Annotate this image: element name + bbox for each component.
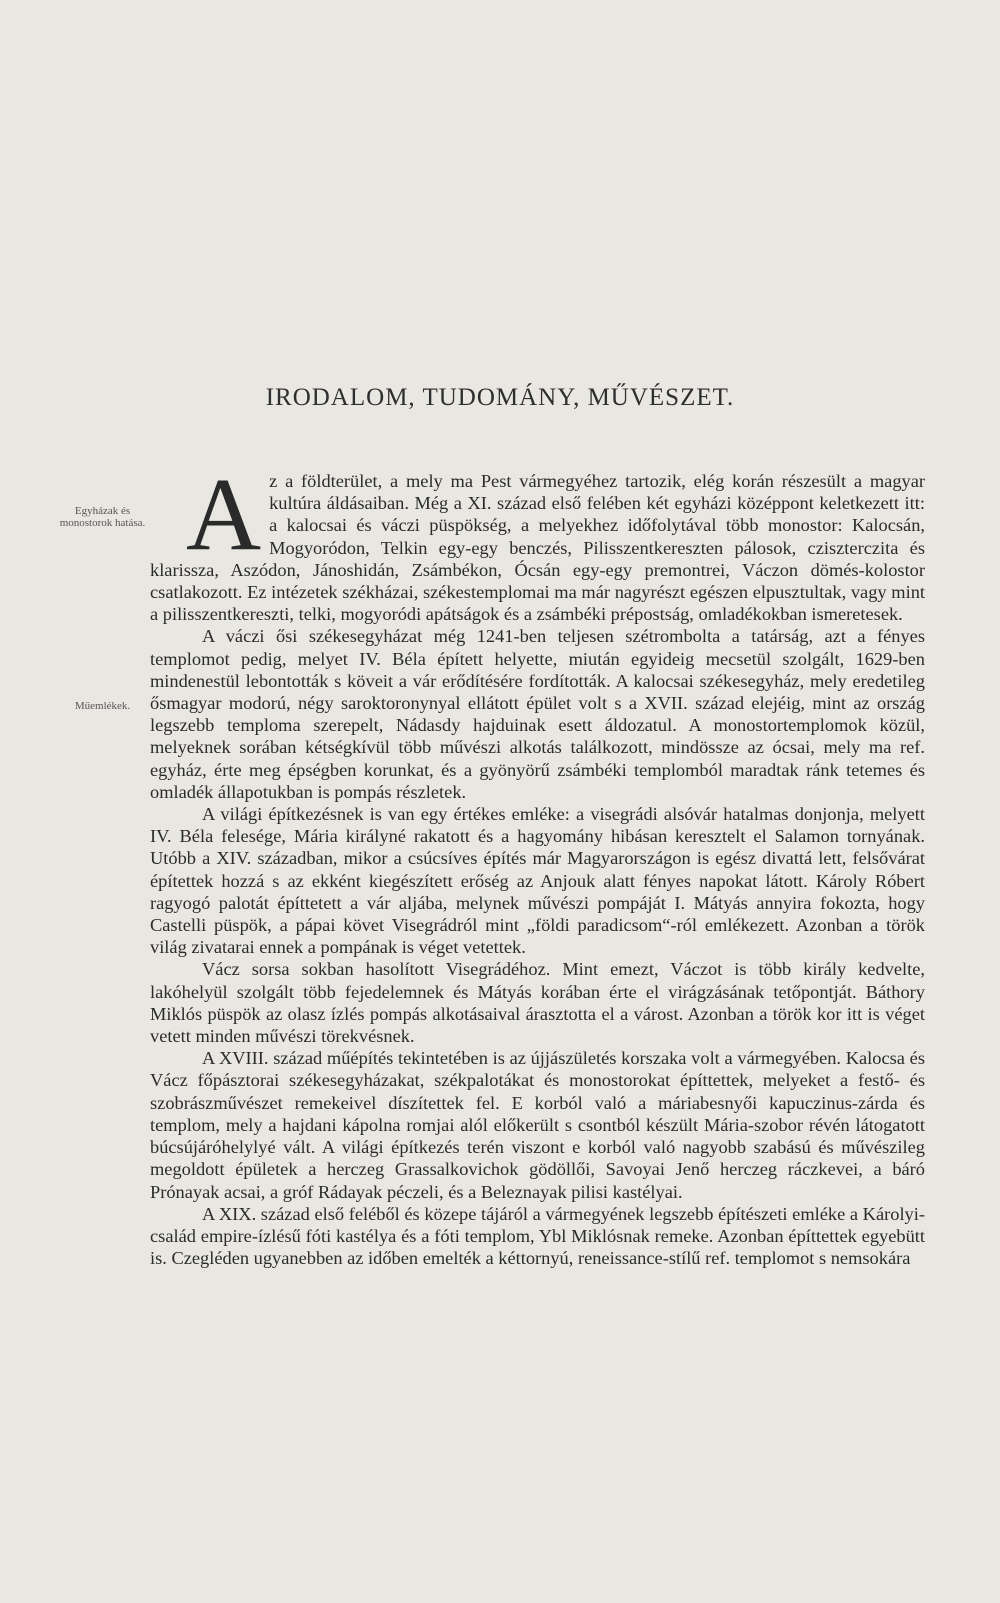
paragraph-3: A világi építkezésnek is van egy értékes emléke: a visegrádi alsóvár hatalmas donjonja, melyett IV. Béla felesége, Mária királyné rakatott és a hagyomány hibásan keresztelt el Salamon tornyának. Utóbb a XIV. században, mikor a csúcsíves építés már Magyarországon is egész divattá lett, felsővárat építettek hozzá s az ekként kiegészített erőség az Anjouk alatt fényes napokat látott. Károly Róbert ragyogó palotát építtetett a vár aljába, melynek művészi pompáját I. Mátyás annyira fokozta, hogy Castelli püspök, a pápai követ Visegrádról mint „földi paradicsom“-ról emlékezett. Azonban a török világ zivatarai ennek a pompának is véget vetettek. bbox=[150, 804, 925, 958]
paragraph-1 bbox=[150, 457, 925, 625]
paragraph-6: A XIX. század első feléből és közepe tájáról a vármegyének legszebb építészeti emléke a Károlyi-család empire-ízlésű fóti kastélya és a fóti templom, Ybl Miklósnak remeke. Azonban építtettek egyebütt is. Czegléden ugyanebben az időben emelték a kéttornyú, reneissance-stílű ref. templomot s nemsokára bbox=[150, 1203, 925, 1269]
margin-note-churches: Egyházak és monostorok hatása. bbox=[59, 505, 146, 529]
paragraph-4: Vácz sorsa sokban hasolított Visegrádéhoz. Mint emezt, Váczot is több király kedvelte, lakóhelyül szolgált több fejedelemnek és Mátyás korában érte el virágzásának tetőpontját. Báthory Miklós püspök az olasz ízlés pompás alkotásaival árasztotta el a várost. Azonban a török kor itt is véget vetett minden művészi törekvésnek. bbox=[150, 959, 925, 1047]
body-text bbox=[150, 457, 925, 1269]
drop-cap: A bbox=[186, 457, 262, 572]
margin-note-monuments: Műemlékek. bbox=[74, 700, 131, 712]
paragraph-1-text: z a földterület, a mely ma Pest vármegyéhez tartozik, elég korán részesült a magyar kultúra áldásaiban. Még a XI. század első felében két egyházi középpont keletkezett itt: a kalocsai és váczi püspökség, a melyekhez időfolytával több monostor: Kalocsán, Mogyoródon, Telkin egy-egy benczés, Pilisszentkereszten pálosok, cziszterczita és klarissza, Aszódon, Jánoshidán, Zsámbékon, Ócsán egy-egy premontrei, Váczon dömés-kolostor csatlakozott. Ez intézetek székházai, székestemplomai ma már nagyrészt egészen elpusztultak, vagy mint a pilisszentkereszti, telki, mogyoródi apátságok és a zsámbéki prépostság, omladékokban ismeretesek. bbox=[150, 471, 925, 625]
page-title: IRODALOM, TUDOMÁNY, MŰVÉSZET. bbox=[265, 384, 735, 411]
paragraph-5: A XVIII. század műépítés tekintetében is az újjászületés korszaka volt a vármegyében. Kalocsa és Vácz főpásztorai székesegyházakat, székpalotákat és monostorokat építtettek, melyeket a festő- és szobrászművészet remekeivel díszítettek fel. E korból való a máriabesnyői kapuczinus-zárda és templom, mely a hajdani kápolna romjai alól előkerült s csontból készült Mária-szobor révén látogatott búcsújáróhelylyé vált. A világi építkezés terén viszont e korból való nagyobb szabású és művészileg megoldott épületek a herczeg Grassalkovichok gödöllői, Savoyai Jenő herczeg ráczkevei, a báró Prónayak acsai, a gróf Rádayak péczeli, és a Beleznayak pilisi kastélyai. bbox=[150, 1048, 925, 1202]
paragraph-2: A váczi ősi székesegyházat még 1241-ben teljesen szétrombolta a tatárság, azt a fényes templomot pedig, melyet IV. Béla épített helyette, miután egyideig mecsetül szolgált, 1629-ben mindenestül lebontották s köveit a vár erődítésére fordították. A kalocsai székesegyház, mely eredetileg ősmagyar modorú, négy saroktoronynyal ellátott épület volt s a XVII. század elejéig, mint az ország legszebb temploma szerepelt, Nádasdy hajduinak esett áldozatul. A monostortemplomok közül, melyeknek sorában kétségkívül több művészi alkotás találkozott, mindössze az ócsai, mely ma ref. egyház, érte meg épségben korunkat, és a gyönyörű zsámbéki templomból maradtak ránk tetemes és omladék állapotukban is pompás részletek. bbox=[150, 626, 925, 802]
